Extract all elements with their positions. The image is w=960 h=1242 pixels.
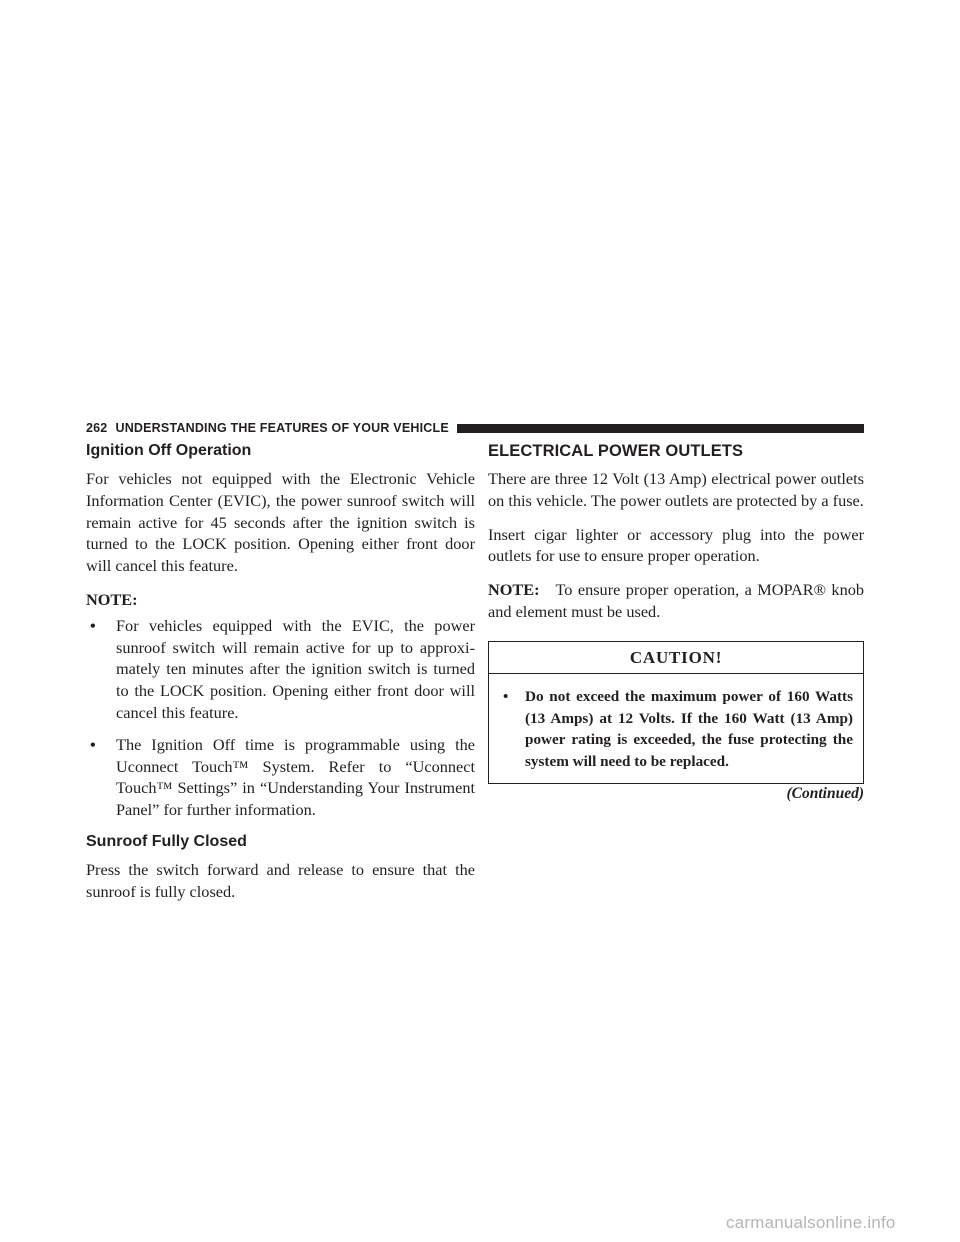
list-item-text: The Ignition Off time is programmable using the Uconnect Touch™ System. Refer to “Uconnect Touch™ Settings” in “Understanding Your Instrument Panel” for further information. [116,734,475,820]
note-label-text: NOTE: [488,580,540,600]
power-outlets-heading: ELECTRICAL POWER OUTLETS [488,442,744,460]
caution-title: CAUTION! [489,642,863,674]
continued-label: (Continued) [786,784,864,802]
bullet-icon: • [90,615,96,635]
list-item [86,615,475,724]
power-outlets-note [488,579,864,623]
right-column [488,440,864,803]
note-bullet-list [86,615,475,821]
list-item-text: For vehicles equipped with the EVIC, the power sunroof switch will remain active for up to approxi- mately ten minutes after the ignition switch is turned to the LOCK position. Opening either front door will cancel this feature. [116,615,475,722]
note-label-text: NOTE: [86,589,138,609]
caution-body [489,674,863,783]
note-label [86,589,475,611]
left-column [86,440,475,915]
power-outlets-paragraph-1: There are three 12 Volt (13 Amp) electrical power outlets on this vehicle. The power outlets are protected by a fuse. [488,469,864,510]
bullet-icon: • [90,734,96,754]
section-title: UNDERSTANDING THE FEATURES OF YOUR VEHICLE [115,421,449,435]
ignition-off-heading: Ignition Off Operation [86,442,252,459]
page-number: 262 [86,421,108,435]
bullet-icon: • [503,687,509,705]
list-item [86,734,475,821]
caution-box [488,641,864,784]
power-outlets-paragraph-2: Insert cigar lighter or accessory plug into the power outlets for use to ensure proper operation. [488,524,864,566]
ignition-off-paragraph: For vehicles not equipped with the Electronic Vehicle Information Center (EVIC), the power sunroof switch will remain active for 45 seconds after the ignition switch is turned to the LOCK position. Opening either front door will cancel this feature. [86,469,475,576]
sunroof-closed-paragraph: Press the switch forward and release to ensure that the sunroof is fully closed. [86,859,475,901]
watermark: carmanualsonline.info [726,1213,896,1232]
caution-item [499,686,853,773]
header-rule [457,424,864,433]
page-header [86,418,864,438]
caution-item-text: Do not exceed the maximum power of 160 Watts (13 Amps) at 12 Volts. If the 160 Watt (13 Amp) power rating is exceeded, the fuse protecting the system will need to be replaced. [525,687,853,771]
sunroof-closed-heading: Sunroof Fully Closed [86,832,247,850]
note-text: To ensure proper operation, a MOPAR® knob and element must be used. [488,580,864,621]
